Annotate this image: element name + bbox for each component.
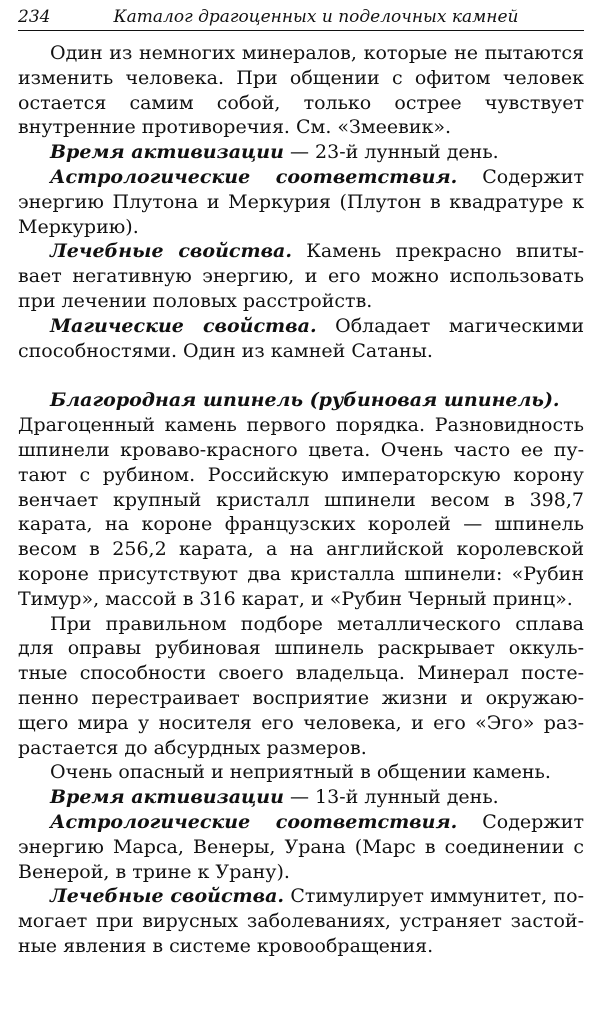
magic-text: Обладает магическими способностями. Один из камней Сатаны. bbox=[18, 314, 584, 362]
healing-label: Лечебные свойства. bbox=[50, 885, 285, 908]
entry-separator bbox=[18, 363, 584, 388]
entry-spinel-astrology bbox=[18, 810, 584, 884]
entry-spinel-warning: Очень опасный и неприятный в общении камень. bbox=[50, 761, 551, 784]
running-head bbox=[18, 6, 584, 31]
activation-text: — 23-й лунный день. bbox=[283, 141, 499, 164]
entry-spinel-occult: При правильном подборе металлического сплава для оправы рубиновая шпинель раскрывает оккультные способности своего владельца. Минерал постепенно перестраивает восприятие жизни и окружающего мира у носителя его человека, и его «Эго» разрастается до абсурдных размеров. bbox=[18, 612, 584, 759]
activation-text: — 13-й лунный день. bbox=[283, 786, 499, 809]
healing-text: Камень прекрасно впитывает негативную энергию, и его можно использовать при лечении половых расстройств. bbox=[18, 240, 584, 312]
astrology-text: Содержит энергию Плутона и Меркурия (Плутон в квадратуре к Меркурию). bbox=[18, 165, 584, 238]
page-number: 234 bbox=[18, 7, 51, 27]
activation-label: Время активизации bbox=[50, 786, 284, 809]
astrology-text: Содержит энергию Марса, Венеры, Урана (Марс в соединении с Венерой, в трине к Урану). bbox=[18, 810, 584, 883]
magic-label: Магические свойства. bbox=[50, 314, 317, 337]
entry-spinel-title bbox=[18, 388, 584, 413]
astrology-label: Астрологические соответствия. bbox=[50, 165, 458, 188]
activation-label: Время активизации bbox=[50, 141, 284, 164]
entry-ofit-astrology bbox=[18, 165, 584, 239]
entry-spinel-healing bbox=[18, 884, 584, 958]
book-page bbox=[18, 6, 584, 959]
healing-text: Стимулирует иммунитет, помогает при вирусных заболеваниях, устраняет застойные явления в системе кровообращения. bbox=[18, 885, 584, 957]
entry-ofit-healing bbox=[18, 239, 584, 313]
astrology-label: Астрологические соответствия. bbox=[50, 810, 458, 833]
entry-ofit-description: Один из немногих минералов, которые не пытаются изменить человека. При общении с офитом человек остается самим собой, только острее чувствует внутренние противоречия. См. «Змеевик». bbox=[18, 42, 584, 139]
entry-ofit-activation bbox=[18, 140, 584, 165]
body-text bbox=[18, 41, 584, 959]
entry-ofit-magic bbox=[18, 314, 584, 364]
entry-spinel-activation bbox=[18, 785, 584, 810]
healing-label: Лечебные свойства. bbox=[50, 240, 292, 263]
entry-title: Благородная шпинель (рубиновая шпинель). bbox=[50, 389, 560, 412]
book-title: Каталог драгоценных и поделочных камней bbox=[113, 7, 519, 27]
entry-spinel-description: Драгоценный камень первого порядка. Разновидность шпинели кроваво-красного цвета. Очень часто ее путают с рубином. Российскую императорскую корону венчает крупный кристалл шпинели весом в 398,7 карата, на короне французских королей — шпинель весом в 256,2 карата, а на английской королевской короне присутствуют два кристалла шпинели: «Рубин Тимур», массой в 316 карат, и «Рубин Черный принц». bbox=[18, 414, 584, 610]
